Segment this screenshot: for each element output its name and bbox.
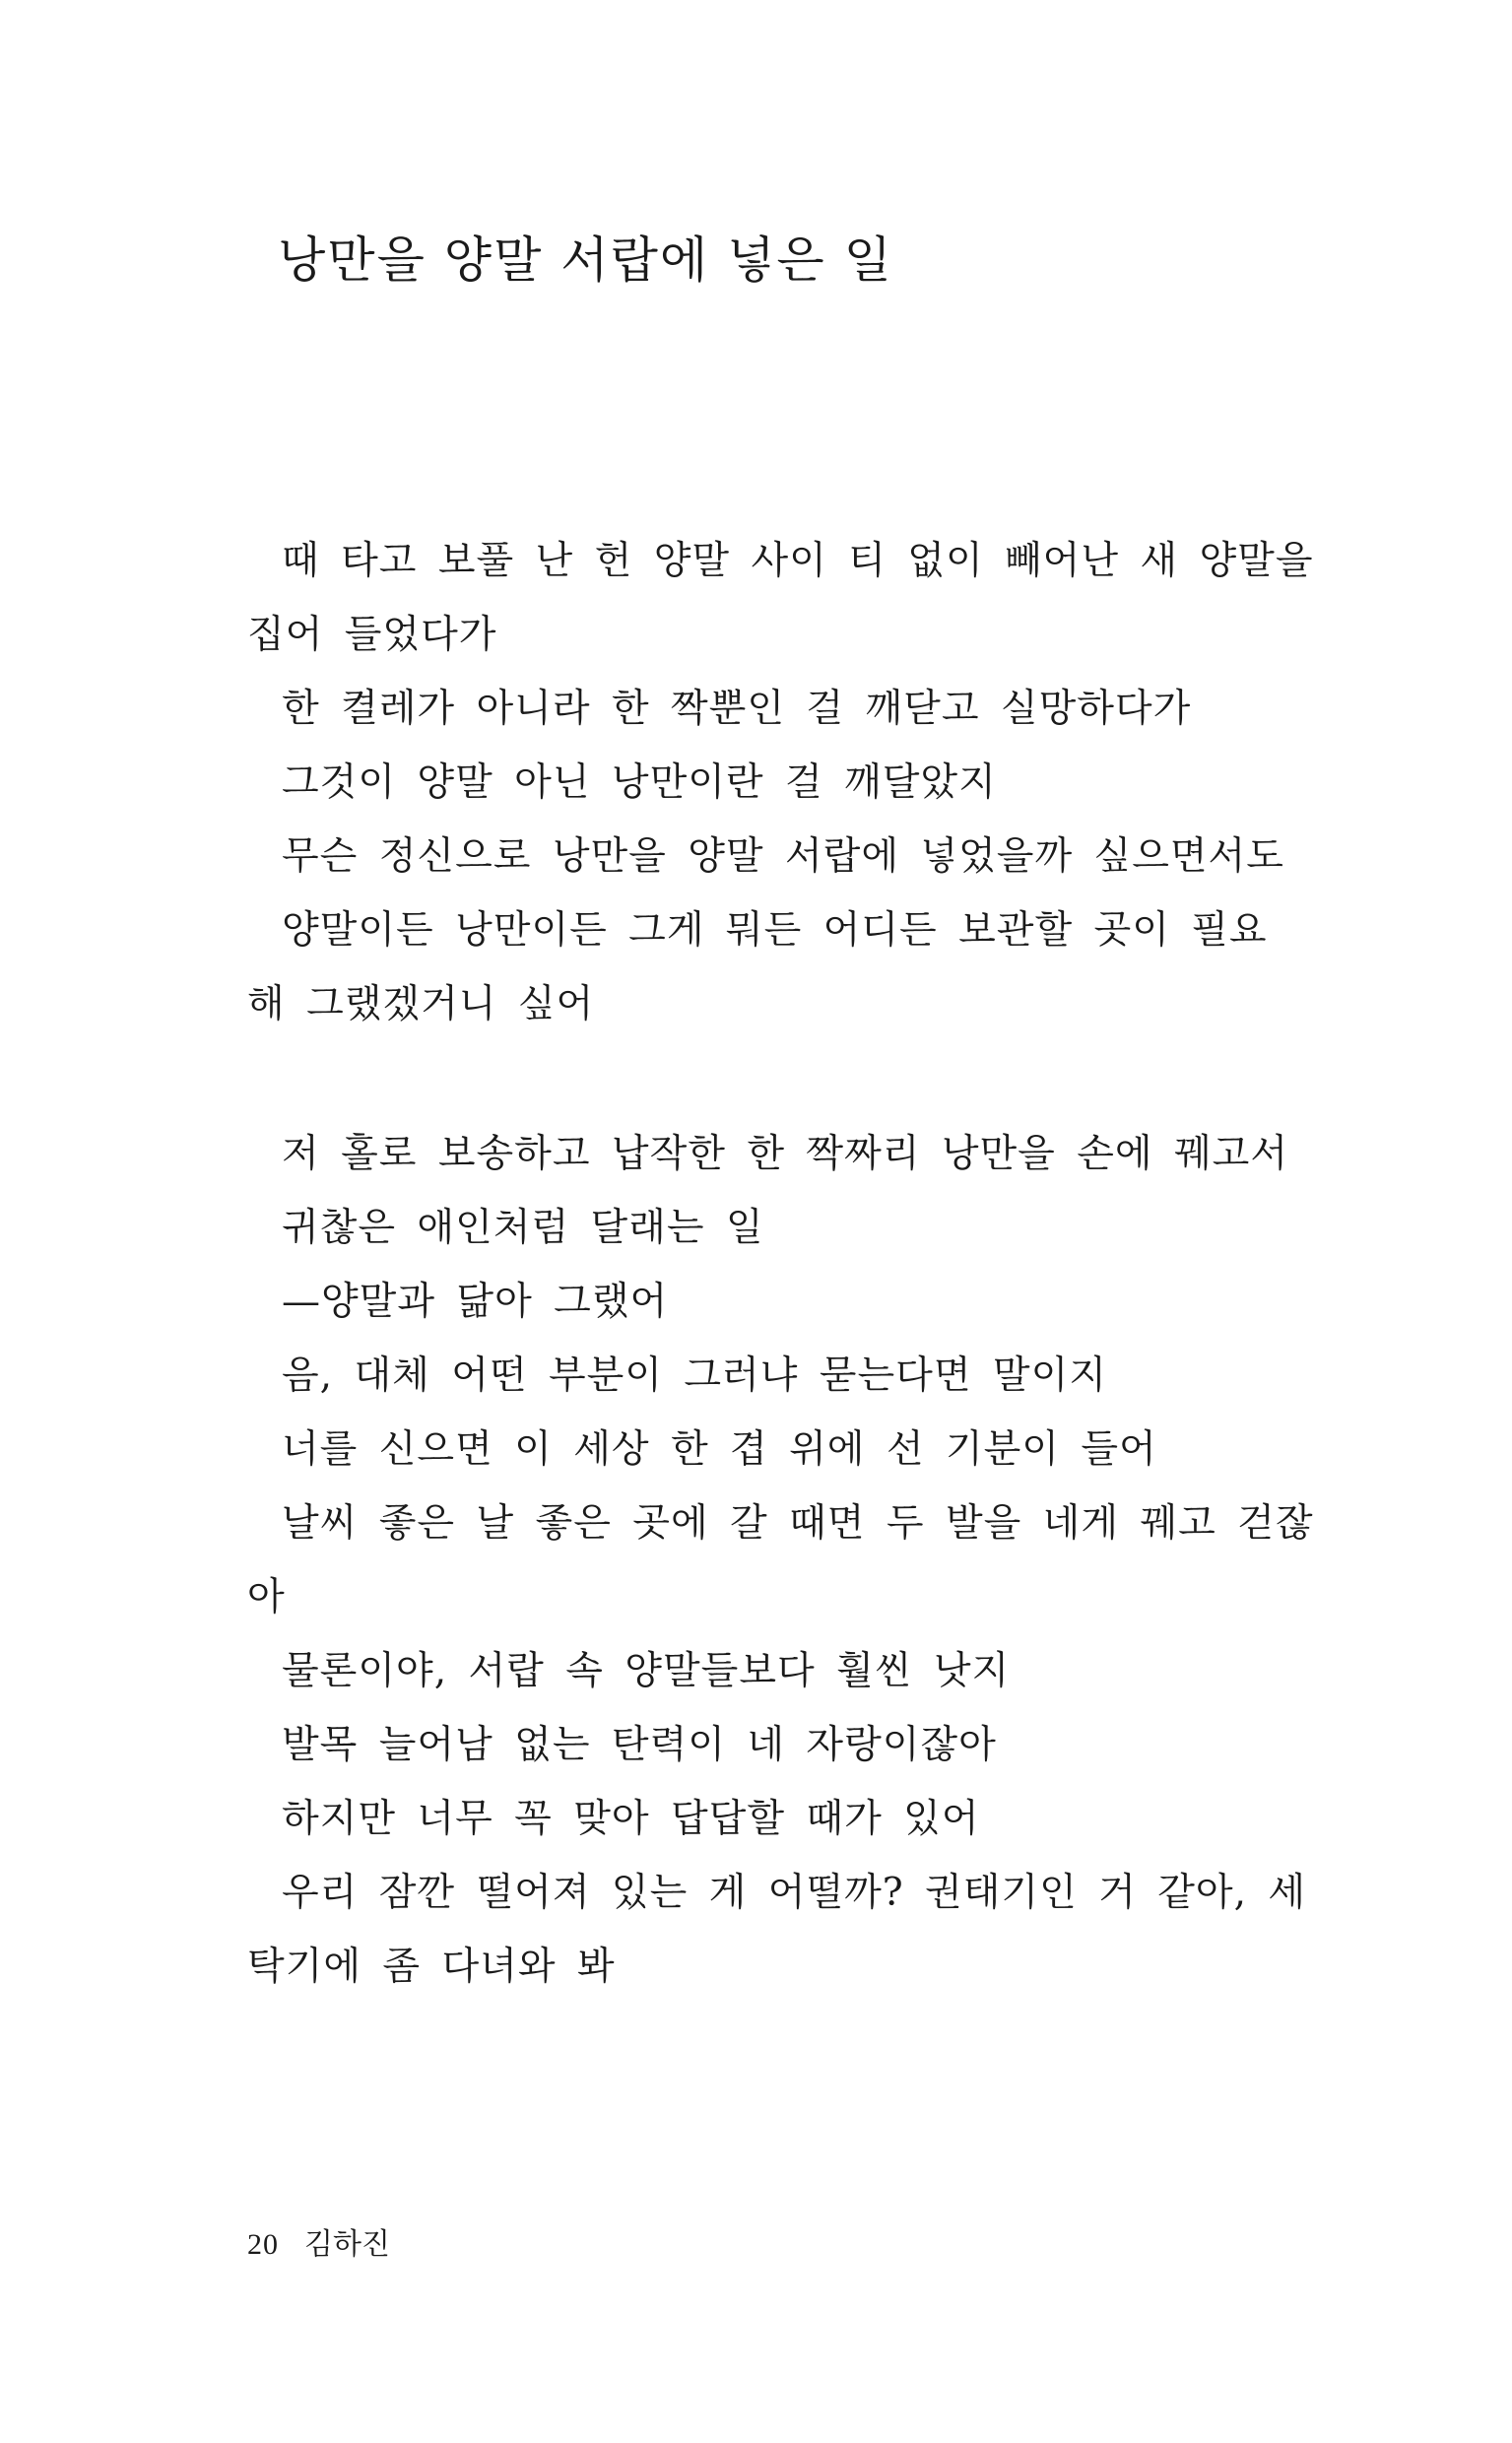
- poem-line: 하지만 너무 꼭 맞아 답답할 때가 있어: [282, 1797, 980, 1841]
- page-footer: [247, 2225, 390, 2265]
- poem-line: 탁기에 좀 다녀와 봐: [247, 1945, 616, 1989]
- poem-line: 한 켤레가 아니라 한 짝뿐인 걸 깨닫고 실망하다가: [282, 687, 1192, 731]
- poem-line: 무슨 정신으로 낭만을 양말 서랍에 넣었을까 싶으면서도: [282, 834, 1284, 879]
- author-name: 김하진: [304, 2227, 390, 2262]
- poem-line: 발목 늘어남 없는 탄력이 네 자랑이잖아: [282, 1723, 997, 1767]
- poem-line: 너를 신으면 이 세상 한 겹 위에 선 기분이 들어: [282, 1427, 1157, 1472]
- poem-title: 낭만을 양말 서랍에 넣은 일: [278, 231, 893, 289]
- page-number: 20: [247, 2228, 279, 2261]
- poem-line: 물론이야, 서랍 속 양말들보다 훨씬 낫지: [282, 1649, 1011, 1693]
- poem-line: 해 그랬겠거니 싶어: [247, 982, 595, 1026]
- poem-line: 저 홀로 보송하고 납작한 한 짝짜리 낭만을 손에 꿰고서: [282, 1132, 1289, 1176]
- poem-line: 날씨 좋은 날 좋은 곳에 갈 때면 두 발을 네게 꿰고 걷잖: [282, 1501, 1314, 1546]
- poem-line: 집어 들었다가: [247, 613, 497, 657]
- poem-line: 아: [247, 1575, 286, 1619]
- poem-line: —양말과 닮아 그랬어: [282, 1280, 669, 1324]
- poem-line: 귀찮은 애인처럼 달래는 일: [282, 1206, 764, 1250]
- poem-line: 그것이 양말 아닌 낭만이란 걸 깨달았지: [282, 760, 997, 805]
- poem-line: 때 타고 보풀 난 헌 양말 사이 티 없이 빼어난 새 양말을: [282, 539, 1314, 583]
- poem-line: 우리 잠깐 떨어져 있는 게 어떨까? 권태기인 거 같아, 세: [282, 1871, 1307, 1915]
- poem-line: 음, 대체 어떤 부분이 그러냐 묻는다면 말이지: [282, 1354, 1107, 1398]
- poem-line: 양말이든 낭만이든 그게 뭐든 어디든 보관할 곳이 필요: [282, 908, 1268, 953]
